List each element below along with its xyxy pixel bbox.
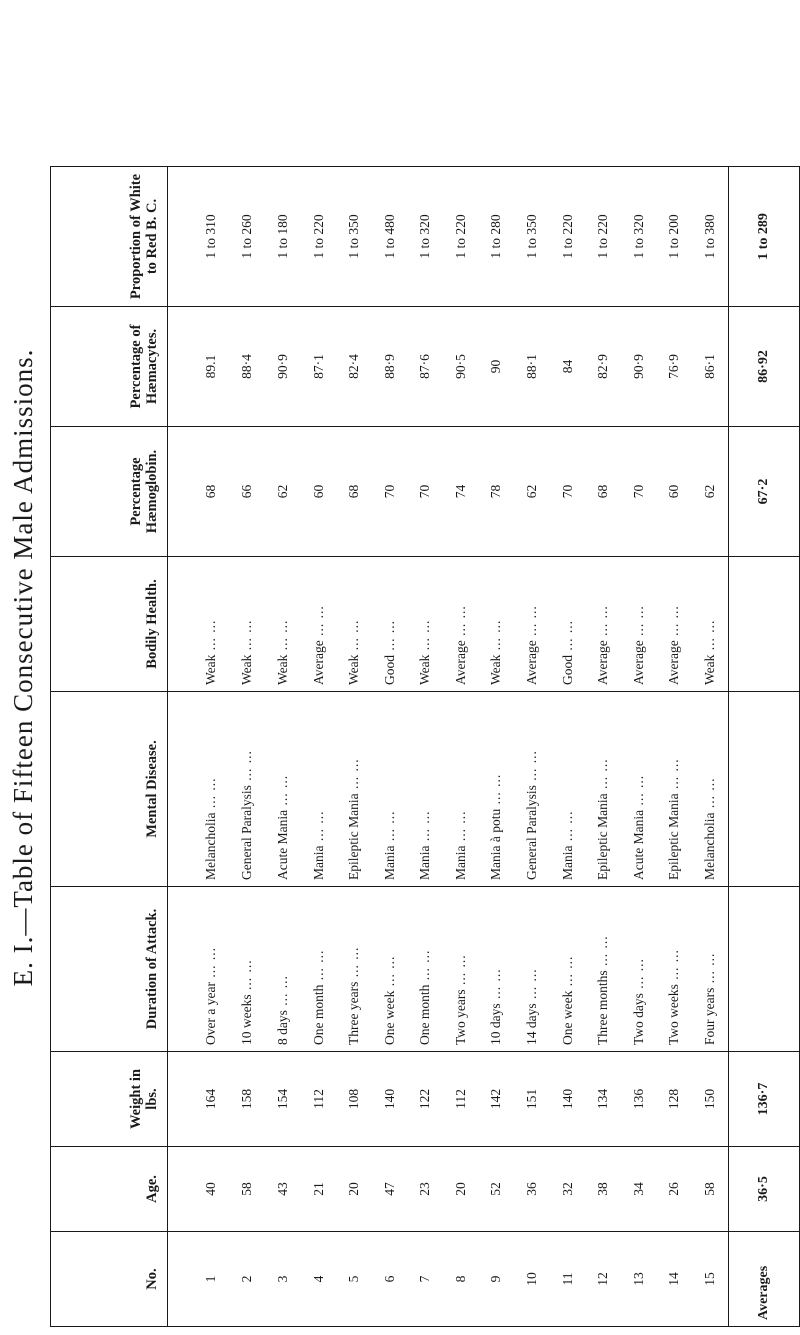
table-row [479,167,515,1327]
cell-no: 14 [657,1232,693,1327]
cell-no: 11 [550,1232,586,1327]
averages-row [729,167,800,1327]
cell-disease: Mania ... ... [408,692,444,887]
cell-haemacytes: 89.1 [168,307,230,427]
cell-no: 3 [265,1232,301,1327]
cell-health: Good ... ... [372,557,408,692]
cell-weight: 112 [443,1052,479,1147]
table-row [514,167,550,1327]
cell-health: Average ... ... [443,557,479,692]
cell-weight: 158 [230,1052,266,1147]
cell-proportion: 1 to 220 [443,167,479,307]
table-caption: E. I.—Table of Fifteen Consecutive Male Admissions. [8,348,38,987]
cell-disease: Epileptic Mania ... ... [657,692,693,887]
header-haemacytes: Percentage of Hæmacytes. [51,307,168,427]
cell-health: Good ... ... [550,557,586,692]
cell-haemacytes: 88·1 [514,307,550,427]
cell-age: 52 [479,1147,515,1232]
cell-age: 26 [657,1147,693,1232]
cell-weight: 140 [550,1052,586,1147]
cell-no: 13 [621,1232,657,1327]
cell-no: 1 [168,1232,230,1327]
cell-weight: 142 [479,1052,515,1147]
cell-weight: 154 [265,1052,301,1147]
cell-disease: Mania ... ... [301,692,337,887]
header-weight: Weight in lbs. [51,1052,168,1147]
header-health: Bodily Health. [51,557,168,692]
averages-proportion: 1 to 289 [729,167,800,307]
cell-age: 36 [514,1147,550,1232]
cell-haemacytes: 86·1 [692,307,728,427]
cell-no: 6 [372,1232,408,1327]
cell-disease: Melancholia ... ... [168,692,230,887]
cell-disease: Mania ... ... [550,692,586,887]
cell-haemacytes: 88·4 [230,307,266,427]
cell-proportion: 1 to 320 [621,167,657,307]
header-disease: Mental Disease. [51,692,168,887]
cell-no: 15 [692,1232,728,1327]
cell-disease: General Paralysis ... ... [230,692,266,887]
cell-duration: Four years ... ... [692,887,728,1052]
cell-proportion: 1 to 280 [479,167,515,307]
cell-proportion: 1 to 200 [657,167,693,307]
cell-weight: 122 [408,1052,444,1147]
table-row [692,167,728,1327]
table-body [168,167,729,1327]
cell-duration: One week ... ... [550,887,586,1052]
header-proportion: Proportion of White to Red B. C. [51,167,168,307]
cell-disease: General Paralysis ... ... [514,692,550,887]
cell-proportion: 1 to 480 [372,167,408,307]
cell-proportion: 1 to 350 [514,167,550,307]
cell-health: Weak ... ... [336,557,372,692]
table-row [301,167,337,1327]
cell-haemoglobin: 70 [372,427,408,557]
cell-duration: One month ... ... [301,887,337,1052]
cell-disease: Acute Mania ... ... [265,692,301,887]
cell-haemacytes: 90·9 [265,307,301,427]
cell-haemoglobin: 68 [168,427,230,557]
cell-age: 21 [301,1147,337,1232]
cell-haemoglobin: 62 [514,427,550,557]
cell-age: 40 [168,1147,230,1232]
averages-disease-empty [729,692,800,887]
header-row [51,167,168,1327]
cell-disease: Mania à potu ... ... [479,692,515,887]
cell-haemacytes: 82·9 [585,307,621,427]
cell-duration: 14 days ... ... [514,887,550,1052]
cell-duration: 10 days ... ... [479,887,515,1052]
cell-proportion: 1 to 260 [230,167,266,307]
averages-label: Averages [729,1232,800,1327]
cell-haemacytes: 84 [550,307,586,427]
cell-health: Average ... ... [585,557,621,692]
table-row [621,167,657,1327]
cell-health: Average ... ... [301,557,337,692]
cell-weight: 134 [585,1052,621,1147]
cell-disease: Melancholia ... ... [692,692,728,887]
cell-disease: Acute Mania ... ... [621,692,657,887]
cell-age: 34 [621,1147,657,1232]
table-row [585,167,621,1327]
cell-duration: Over a year ... ... [168,887,230,1052]
table-row [657,167,693,1327]
cell-proportion: 1 to 180 [265,167,301,307]
cell-health: Average ... ... [621,557,657,692]
cell-proportion: 1 to 220 [301,167,337,307]
cell-age: 38 [585,1147,621,1232]
cell-weight: 108 [336,1052,372,1147]
averages-haemacytes: 86·92 [729,307,800,427]
cell-health: Average ... ... [514,557,550,692]
header-no: No. [51,1232,168,1327]
cell-haemoglobin: 60 [657,427,693,557]
cell-proportion: 1 to 380 [692,167,728,307]
cell-health: Weak ... ... [230,557,266,692]
table-row [168,167,230,1327]
cell-weight: 150 [692,1052,728,1147]
cell-haemacytes: 90·5 [443,307,479,427]
cell-disease: Mania ... ... [443,692,479,887]
cell-health: Weak ... ... [479,557,515,692]
admissions-table [50,166,800,1327]
table-row [230,167,266,1327]
header-age: Age. [51,1147,168,1232]
cell-no: 8 [443,1232,479,1327]
cell-duration: Two years ... ... [443,887,479,1052]
cell-duration: 10 weeks ... ... [230,887,266,1052]
cell-proportion: 1 to 220 [585,167,621,307]
cell-weight: 151 [514,1052,550,1147]
cell-health: Weak ... ... [408,557,444,692]
cell-duration: 8 days ... ... [265,887,301,1052]
cell-haemacytes: 76·9 [657,307,693,427]
cell-duration: One week ... ... [372,887,408,1052]
cell-disease: Epileptic Mania ... ... [336,692,372,887]
cell-age: 20 [336,1147,372,1232]
cell-no: 9 [479,1232,515,1327]
cell-haemoglobin: 60 [301,427,337,557]
cell-haemacytes: 90·9 [621,307,657,427]
cell-no: 5 [336,1232,372,1327]
cell-haemoglobin: 66 [230,427,266,557]
cell-age: 23 [408,1147,444,1232]
cell-haemoglobin: 78 [479,427,515,557]
cell-duration: Two days ... ... [621,887,657,1052]
cell-haemoglobin: 70 [621,427,657,557]
averages-duration-empty [729,887,800,1052]
cell-haemoglobin: 68 [336,427,372,557]
cell-age: 20 [443,1147,479,1232]
cell-no: 2 [230,1232,266,1327]
cell-health: Weak ... ... [692,557,728,692]
table-row [265,167,301,1327]
cell-disease: Mania ... ... [372,692,408,887]
cell-no: 4 [301,1232,337,1327]
cell-health: Average ... ... [657,557,693,692]
cell-age: 32 [550,1147,586,1232]
cell-duration: Two weeks ... ... [657,887,693,1052]
cell-age: 58 [692,1147,728,1232]
cell-haemoglobin: 70 [408,427,444,557]
averages-health-empty [729,557,800,692]
cell-haemacytes: 82·4 [336,307,372,427]
cell-health: Weak ... ... [168,557,230,692]
cell-weight: 112 [301,1052,337,1147]
cell-age: 43 [265,1147,301,1232]
cell-no: 12 [585,1232,621,1327]
cell-health: Weak ... ... [265,557,301,692]
cell-haemoglobin: 62 [265,427,301,557]
averages-age: 36·5 [729,1147,800,1232]
cell-weight: 140 [372,1052,408,1147]
table-row [372,167,408,1327]
cell-proportion: 1 to 310 [168,167,230,307]
cell-no: 10 [514,1232,550,1327]
cell-haemoglobin: 62 [692,427,728,557]
cell-proportion: 1 to 320 [408,167,444,307]
cell-duration: Three months ... ... [585,887,621,1052]
header-duration: Duration of Attack. [51,887,168,1052]
table-row [408,167,444,1327]
cell-duration: One month ... ... [408,887,444,1052]
cell-duration: Three years ... ... [336,887,372,1052]
table-row [443,167,479,1327]
cell-age: 47 [372,1147,408,1232]
table-row [550,167,586,1327]
cell-weight: 136 [621,1052,657,1147]
averages-weight: 136·7 [729,1052,800,1147]
cell-haemoglobin: 70 [550,427,586,557]
cell-disease: Epileptic Mania ... ... [585,692,621,887]
averages-haemoglobin: 67·2 [729,427,800,557]
cell-haemoglobin: 68 [585,427,621,557]
cell-no: 7 [408,1232,444,1327]
cell-haemacytes: 90 [479,307,515,427]
cell-age: 58 [230,1147,266,1232]
cell-haemacytes: 87·1 [301,307,337,427]
cell-proportion: 1 to 220 [550,167,586,307]
table-row [336,167,372,1327]
cell-haemacytes: 88·9 [372,307,408,427]
header-haemoglobin: Percentage Hæmoglobin. [51,427,168,557]
cell-proportion: 1 to 350 [336,167,372,307]
cell-weight: 164 [168,1052,230,1147]
cell-haemacytes: 87·6 [408,307,444,427]
cell-haemoglobin: 74 [443,427,479,557]
cell-weight: 128 [657,1052,693,1147]
